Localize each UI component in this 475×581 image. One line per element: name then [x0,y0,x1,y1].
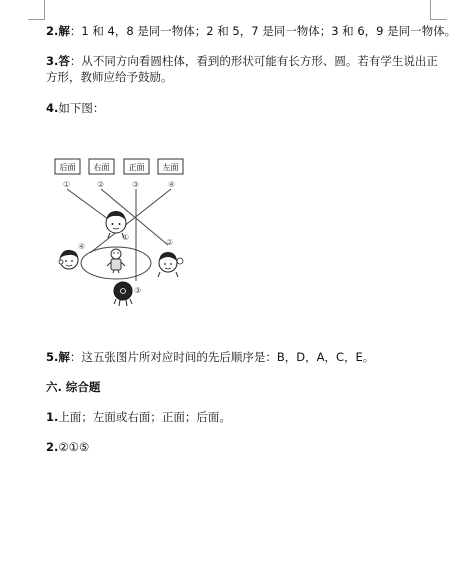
viewpoint-figure [50,148,200,308]
marker-left: ④ [78,242,86,251]
box-front [124,159,149,174]
section-6-answer-1: 1.上面；左面或右面；正面；后面。 [46,410,231,424]
marker-2: ② [97,180,105,189]
marker-right: ② [166,238,174,247]
page-corner-mark [430,19,447,20]
section-6-answer-2: 2.②①⑤ [46,440,90,454]
page-corner-mark [44,0,45,20]
marker-4: ④ [168,180,176,189]
box-right [89,159,114,174]
answer-3-line-1: 3.答：从不同方向看圆柱体，看到的形状可能有长方形、圆。若有学生说出正 [46,54,438,68]
section-6-title: 六. 综合题 [46,380,101,394]
child-right-icon [158,252,183,277]
box-back-label: 后面 [59,163,76,172]
marker-1: ① [63,180,71,189]
box-left-label: 左面 [162,163,179,172]
marker-front: ① [122,233,130,242]
page-corner-mark [430,0,431,20]
answer-2: 2.解：1 和 4，8 是同一物体；2 和 5，7 是同一物体；3 和 6，9 是同一物体。 [46,24,457,38]
answer-5: 5.解：这五张图片所对应时间的先后顺序是：B，D，A，C，E。 [46,350,375,364]
box-right-label: 右面 [93,163,110,172]
child-left-icon [59,250,78,269]
child-back-icon [114,282,132,306]
marker-bottom: ③ [134,286,142,295]
box-left [158,159,183,174]
answer-4: 4.如下图： [46,101,105,115]
box-back [55,159,80,174]
answer-3-line-2: 方形，教师应给予鼓励。 [46,70,173,84]
center-toy-icon [107,249,125,273]
page-corner-mark [28,19,45,20]
marker-3: ③ [132,180,140,189]
box-front-label: 正面 [128,163,145,172]
